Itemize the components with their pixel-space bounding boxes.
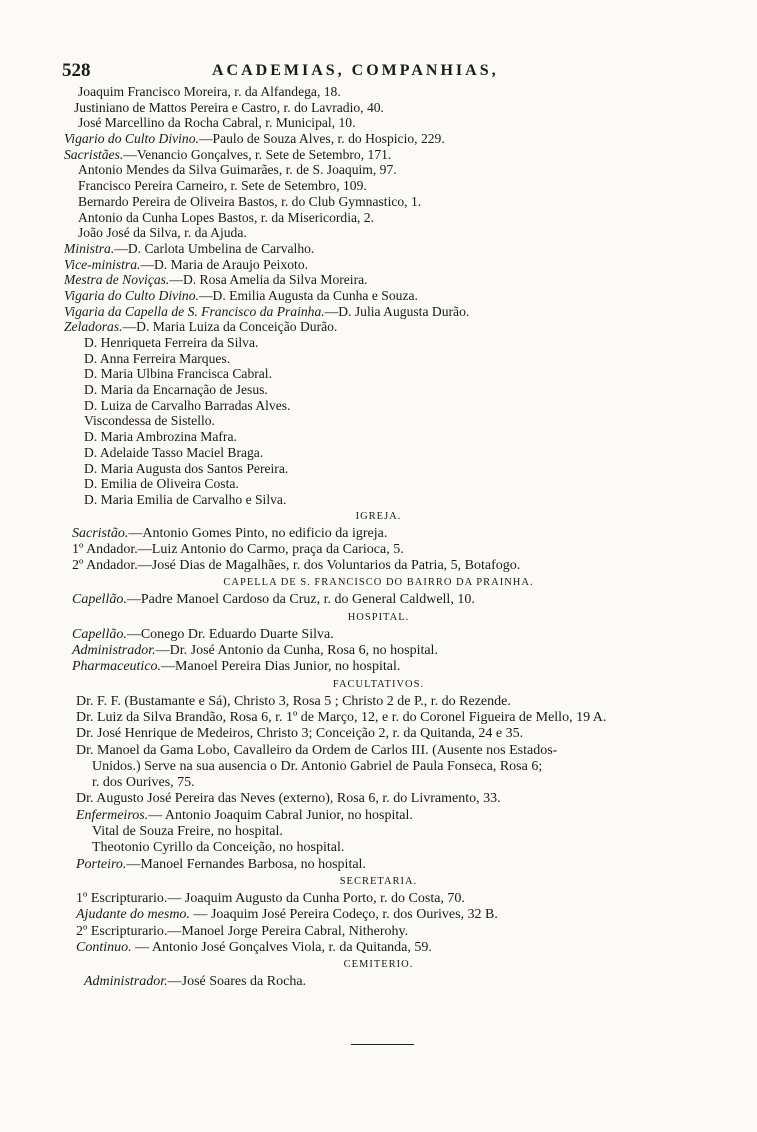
directory-entry: [0, 627, 757, 643]
directory-entry: [0, 429, 757, 445]
directory-entry: [0, 162, 757, 178]
closing-rule: [351, 1044, 414, 1045]
entry-text: 1º Escripturario.— Joaquim Augusto da Cunha Porto, r. do Costa, 70.: [76, 890, 465, 906]
directory-entry: [0, 84, 757, 100]
entry-text: Joaquim Francisco Moreira, r. da Alfandega, 18.: [78, 84, 341, 99]
entry-text: —Venancio Gonçalves, r. Sete de Setembro, 171.: [123, 146, 392, 162]
entry-text: D. Maria Emilia de Carvalho e Silva.: [84, 491, 287, 507]
entry-text: D. Adelaide Tasso Maciel Braga.: [84, 444, 264, 460]
entry-text: Antonio da Cunha Lopes Bastos, r. da Misericordia, 2.: [78, 209, 374, 225]
directory-entry: [0, 726, 757, 742]
entry-role: Continuo.: [76, 939, 132, 955]
directory-entry: [0, 100, 757, 116]
directory-entry: [0, 445, 757, 461]
directory-entry: [0, 413, 757, 429]
directory-entry: [0, 542, 757, 558]
entry-text: D. Maria da Encarnação de Jesus.: [84, 382, 268, 398]
entry-text: r. dos Ourives, 75.: [92, 775, 195, 791]
directory-entry: [0, 319, 757, 335]
directory-entry: [0, 940, 757, 956]
directory-entry: [0, 824, 757, 840]
entry-role: Zeladoras.: [64, 319, 123, 335]
directory-entry: [0, 643, 757, 659]
running-head: ACADEMIAS, COMPANHIAS,: [212, 62, 499, 79]
entry-text: 2º Andador.—José Dias de Magalhães, r. dos Voluntarios da Patria, 5, Botafogo.: [72, 558, 521, 574]
directory-entry: [0, 335, 757, 351]
directory-entry: [0, 759, 757, 775]
entry-text: Vital de Souza Freire, no hospital.: [92, 824, 283, 840]
entry-text: Viscondessa de Sistello.: [84, 413, 215, 429]
directory-entry: [0, 351, 757, 367]
entry-text: João José da Silva, r. da Ajuda.: [78, 225, 247, 241]
entry-text: Dr. Augusto José Pereira das Neves (externo), Rosa 6, r. do Livramento, 33.: [76, 791, 501, 807]
entry-text: —Antonio Gomes Pinto, no edificio da igreja.: [128, 525, 388, 541]
entry-text: — Joaquim José Pereira Codeço, r. dos Ourives, 32 B.: [189, 907, 498, 923]
entry-text: Unidos.) Serve na sua ausencia o Dr. Antonio Gabriel de Paula Fonseca, Rosa 6;: [92, 758, 543, 774]
entry-text: —D. Rosa Amelia da Silva Moreira.: [169, 272, 368, 288]
directory-entry: [0, 526, 757, 542]
directory-entry: [0, 694, 757, 710]
directory-entry: [0, 147, 757, 163]
entry-role: Porteiro.: [76, 856, 127, 872]
entry-text: —Conego Dr. Eduardo Duarte Silva.: [126, 626, 334, 642]
directory-entry: [0, 241, 757, 257]
directory-entry: [0, 840, 757, 856]
directory-entry: [0, 194, 757, 210]
entry-text: Dr. F. F. (Bustamante e Sá), Christo 3, Rosa 5 ; Christo 2 de P., r. do Rezende.: [76, 693, 511, 709]
directory-entry: [0, 808, 757, 824]
entry-role: Administrador.: [72, 643, 156, 659]
entry-text: —Manoel Fernandes Barbosa, no hospital.: [126, 856, 366, 872]
directory-entry: [0, 304, 757, 320]
directory-entry: [0, 710, 757, 726]
directory-entry: [0, 131, 757, 147]
entry-text: — Antonio José Gonçalves Viola, r. da Quitanda, 59.: [131, 939, 432, 955]
entry-text: —Padre Manoel Cardoso da Cruz, r. do General Caldwell, 10.: [126, 592, 475, 608]
section-heading: FACULTATIVOS.: [332, 678, 425, 690]
directory-entry: [0, 791, 757, 807]
entry-role: Sacristão.: [72, 525, 129, 541]
directory-entry: [0, 210, 757, 226]
directory-entry: [0, 775, 757, 791]
entry-role: Enfermeiros.: [76, 807, 149, 823]
directory-entry: [0, 857, 757, 873]
entry-text: —D. Maria Luiza da Conceição Durão.: [122, 319, 338, 335]
entry-role: Mestra de Noviças.: [64, 272, 170, 288]
directory-entry: [0, 476, 757, 492]
entry-text: D. Henriqueta Ferreira da Silva.: [84, 335, 259, 350]
directory-entry: [0, 924, 757, 940]
entry-text: —José Soares da Rocha.: [167, 974, 307, 990]
entry-role: Pharmaceutico.: [72, 659, 162, 675]
entry-text: 2º Escripturario.—Manoel Jorge Pereira Cabral, Nitherohy.: [76, 923, 409, 939]
entry-role: Ajudante do mesmo.: [76, 907, 190, 923]
directory-entry: [0, 592, 757, 608]
entry-role: Administrador.: [84, 974, 168, 990]
entry-text: D. Maria Ambrozina Mafra.: [84, 429, 237, 445]
section-heading: CEMITERIO.: [343, 959, 414, 971]
entry-text: D. Maria Augusta dos Santos Pereira.: [84, 460, 289, 476]
entry-text: —D. Maria de Araujo Peixoto.: [140, 256, 309, 272]
entry-text: Dr. Manoel da Gama Lobo, Cavalleiro da Ordem de Carlos III. (Ausente nos Estados-: [76, 742, 558, 758]
entry-text: D. Luiza de Carvalho Barradas Alves.: [84, 397, 291, 413]
entry-text: —Paulo de Souza Alves, r. do Hospicio, 229.: [198, 131, 445, 147]
entry-text: — Antonio Joaquim Cabral Junior, no hospital.: [148, 807, 413, 823]
directory-entry: [0, 257, 757, 273]
entry-text: —Dr. José Antonio da Cunha, Rosa 6, no hospital.: [155, 643, 438, 659]
directory-entry: [0, 115, 757, 131]
directory-entry: [0, 907, 757, 923]
page-header: [62, 60, 702, 82]
entry-text: Justiniano de Mattos Pereira e Castro, r. do Lavradio, 40.: [74, 99, 384, 115]
entry-role: Vigaria do Culto Divino.: [64, 287, 199, 303]
entry-text: Dr. José Henrique de Medeiros, Christo 3; Conceição 2, r. da Quitanda, 24 e 35.: [76, 726, 524, 742]
directory-entry: [0, 398, 757, 414]
entry-text: D. Emilia de Oliveira Costa.: [84, 476, 239, 492]
entry-text: Antonio Mendes da Silva Guimarães, r. de S. Joaquim, 97.: [78, 162, 397, 178]
entry-role: Capellão.: [72, 626, 127, 642]
directory-entry: [0, 461, 757, 477]
entry-text: José Marcellino da Rocha Cabral, r. Municipal, 10.: [78, 115, 356, 131]
directory-entry: [0, 288, 757, 304]
directory-entry: [0, 272, 757, 288]
page-number: 528: [62, 60, 91, 81]
section-heading: CAPELLA DE S. FRANCISCO DO BAIRRO DA PRAINHA.: [223, 577, 534, 589]
entry-text: —D. Julia Augusta Durão.: [324, 303, 470, 319]
entry-text: —D. Carlota Umbelina de Carvalho.: [114, 240, 315, 256]
entry-text: 1º Andador.—Luiz Antonio do Carmo, praça da Carioca, 5.: [72, 541, 404, 557]
entry-role: Capellão.: [72, 592, 127, 608]
page-content: [0, 84, 757, 990]
directory-entry: [0, 743, 757, 759]
directory-entry: [0, 492, 757, 508]
entry-role: Vice-ministra.: [64, 256, 141, 272]
directory-entry: [0, 382, 757, 398]
entry-text: D. Maria Ulbina Francisca Cabral.: [84, 366, 272, 382]
directory-entry: [0, 225, 757, 241]
entry-text: Dr. Luiz da Silva Brandão, Rosa 6, r. 1º de Março, 12, e r. do Coronel Figueira de Mello, 19 A.: [76, 709, 607, 725]
directory-entry: [0, 659, 757, 675]
entry-role: Ministra.: [64, 240, 115, 256]
entry-role: Vigario do Culto Divino.: [64, 131, 199, 147]
entry-role: Sacristães.: [64, 146, 124, 162]
entry-text: D. Anna Ferreira Marques.: [84, 350, 231, 366]
directory-entry: [0, 366, 757, 382]
section-heading: HOSPITAL.: [347, 611, 410, 623]
directory-entry: [0, 891, 757, 907]
section-heading: SECRETARIA.: [339, 875, 418, 887]
entry-text: —D. Emilia Augusta da Cunha e Souza.: [198, 287, 418, 303]
entry-text: Theotonio Cyrillo da Conceição, no hospital.: [92, 840, 345, 856]
directory-entry: [0, 178, 757, 194]
entry-text: Francisco Pereira Carneiro, r. Sete de Setembro, 109.: [78, 178, 367, 194]
directory-entry: [0, 558, 757, 574]
entry-text: Bernardo Pereira de Oliveira Bastos, r. do Club Gymnastico, 1.: [78, 193, 422, 209]
entry-text: —Manoel Pereira Dias Junior, no hospital.: [161, 659, 401, 675]
entry-role: Vigaria da Capella de S. Francisco da Prainha.: [64, 303, 325, 319]
directory-entry: [0, 974, 757, 990]
section-heading: IGREJA.: [355, 510, 402, 522]
